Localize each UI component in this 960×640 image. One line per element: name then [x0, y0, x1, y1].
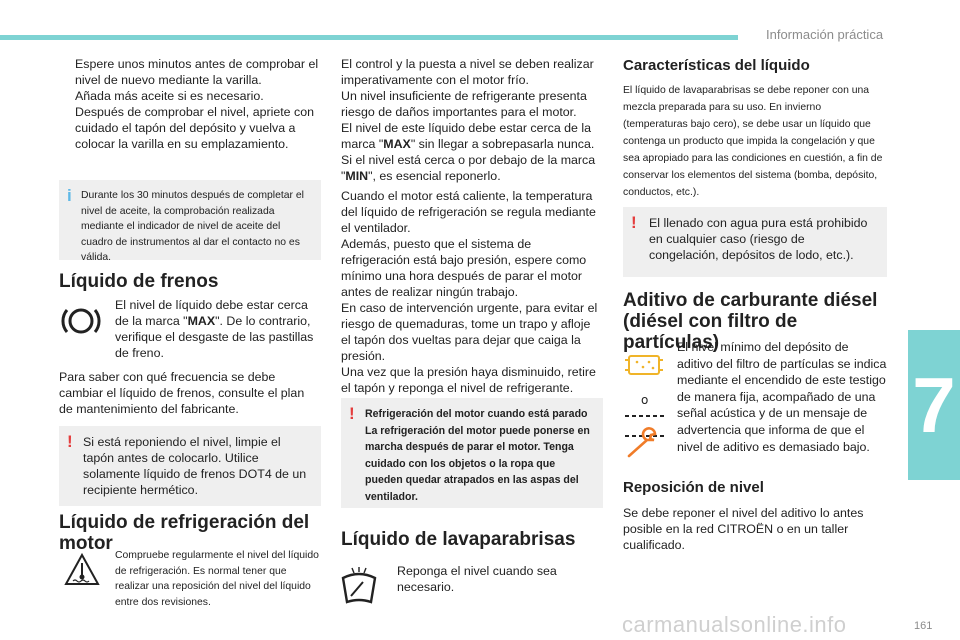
- list-item: [59, 104, 321, 152]
- coolant-paragraph: Un nivel insuficiente de refrigerante presenta riesgo de daños importantes para el motor.: [341, 89, 587, 119]
- info-box-text: Durante los 30 minutos después de completar el nivel de aceite, la comprobación realizada mediante el indicador de nivel de aceite del cuadro de instrumentos al dar el contacto no es válida.: [81, 190, 304, 263]
- coolant-title: Líquido de refrigeración del motor: [59, 512, 310, 554]
- coolant-text: Compruebe regularmente el nivel del líquido de refrigeración. Es normal tener que realizar una reposición del nivel del líquido entre dos revisiones.: [115, 550, 319, 608]
- coolant-paragraph: Además, puesto que el sistema de refrigeración está bajo presión, espere como mínimo una hora después de parar el motor antes de realizar ningún trabajo.: [341, 237, 587, 299]
- particle-filter-icon: [625, 356, 663, 374]
- list-item-text: Añada más aceite si es necesario.: [75, 89, 264, 103]
- coolant-instructions: [341, 56, 603, 396]
- brake-frequency-text: Para saber con qué frecuencia se debe cambiar el líquido de frenos, consulte el plan de mantenimiento del fabricante.: [59, 370, 305, 416]
- fluid-characteristics-title: Características del líquido: [623, 57, 810, 74]
- refill-title: Reposición de nivel: [623, 479, 764, 496]
- coolant-warning-icon: [63, 552, 101, 588]
- svg-text:o: o: [641, 393, 649, 407]
- max-mark: MAX: [187, 314, 216, 328]
- list-item-text: Después de comprobar el nivel, apriete con cuidado el tapón del depósito y vuelva a colocar la varilla en su emplazamiento.: [75, 105, 314, 151]
- max-mark: MAX: [383, 137, 411, 151]
- level-text-post: ", es esencial reponerlo.: [368, 169, 501, 183]
- warning-icon: !: [67, 432, 73, 451]
- diesel-additive-icons: [623, 352, 667, 462]
- info-icon: i: [67, 186, 72, 205]
- windscreen-washer-icon: [341, 566, 377, 606]
- watermark: carmanualsonline.info: [622, 612, 847, 637]
- washer-fluid-title: Líquido de lavaparabrisas: [341, 529, 576, 550]
- page-number: 161: [914, 620, 933, 632]
- min-mark: MIN: [345, 169, 369, 183]
- coolant-level-paragraph: [341, 120, 603, 184]
- brake-text-pre: El nivel de líquido debe estar cerca de la marca ": [115, 298, 308, 328]
- section-title: Información práctica: [766, 27, 884, 42]
- level-text-pre: El nivel de este líquido debe estar cerca de la marca ": [341, 121, 592, 151]
- warning-box-text: Si está reponiendo el nivel, limpie el tapón antes de colocarlo. Utilice solamente líquido de frenos DOT4 de un recipiente hermético.: [83, 435, 307, 497]
- coolant-paragraph: El control y la puesta a nivel se deben realizar imperativamente con el motor frío.: [341, 57, 594, 87]
- chapter-tab[interactable]: 7: [908, 330, 960, 480]
- list-item-text: Espere unos minutos antes de comprobar el nivel de nuevo mediante la varilla.: [75, 57, 319, 87]
- level-icon: [641, 393, 648, 407]
- header-accent-bar: [0, 35, 738, 40]
- oil-steps-list: [59, 56, 321, 152]
- warning-box-text: El llenado con agua pura está prohibido en cualquier caso (riesgo de congelación, depósitos de lodo, etc.).: [649, 216, 868, 262]
- warning-icon: !: [349, 404, 355, 423]
- coolant-paragraph: Cuando el motor está caliente, la temperatura del líquido de refrigeración se regula mediante el ventilador.: [341, 189, 596, 235]
- brake-level-text: [115, 297, 321, 361]
- warning-box-brake: [59, 426, 321, 506]
- brake-fluid-title: Líquido de frenos: [59, 271, 219, 292]
- list-item: [59, 56, 321, 88]
- level-text-mid: " sin llegar a sobrepasarla nunca. Si el nivel está cerca o por debajo de la marca ": [341, 137, 596, 183]
- fluid-characteristics-text: El líquido de lavaparabrisas se debe reponer con una mezcla preparada para su uso. En invierno (temperaturas bajo cero), se debe usar un líquido que contenga un producto que impida la congelación y que sea apropiado para las condiciones en cuestión, a fin de conservar los elementos del sistema (bomba, depósito, conductos, etc.).: [623, 85, 883, 198]
- diesel-additive-title: Aditivo de carburante diésel (diésel con filtro de partículas): [623, 290, 878, 353]
- washer-text: Reponga el nivel cuando sea necesario.: [397, 564, 557, 594]
- brake-text-post: ". De lo contrario, verifique el desgaste de las pastillas de freno.: [115, 314, 314, 360]
- coolant-paragraph: En caso de intervención urgente, para evitar el riesgo de quemaduras, tome un trapo y afloje el tapón dos vueltas para dejar que caiga la presión.: [341, 301, 598, 363]
- service-wrench-icon: [625, 416, 665, 456]
- info-box-oil: [59, 180, 321, 263]
- warning-box-fan: [341, 398, 603, 508]
- diesel-additive-text: El nivel mínimo del depósito de aditivo del filtro de partículas se indica mediante el encendido de este testigo de manera fija, acompañado de una señal acústica y de un mensaje de advertencia que informa de que el nivel de aditivo es demasiado bajo.: [677, 340, 887, 454]
- refill-text: Se debe reponer el nivel del aditivo lo antes posible en la red CITROËN o en un taller cualificado.: [623, 506, 864, 552]
- warning-box-water: [623, 207, 887, 277]
- list-item: [59, 88, 321, 104]
- warning-box-text: Refrigeración del motor cuando está parado La refrigeración del motor puede ponerse en marcha después de parar el motor. Tenga cuidado con los objetos o la ropa que pueden quedar atrapados en las aspas del ventilador.: [365, 408, 590, 503]
- coolant-paragraph: Una vez que la presión haya disminuido, retire el tapón y reponga el nivel de refrigerante.: [341, 365, 596, 395]
- warning-icon: !: [631, 213, 637, 232]
- brake-warning-icon: [61, 303, 101, 339]
